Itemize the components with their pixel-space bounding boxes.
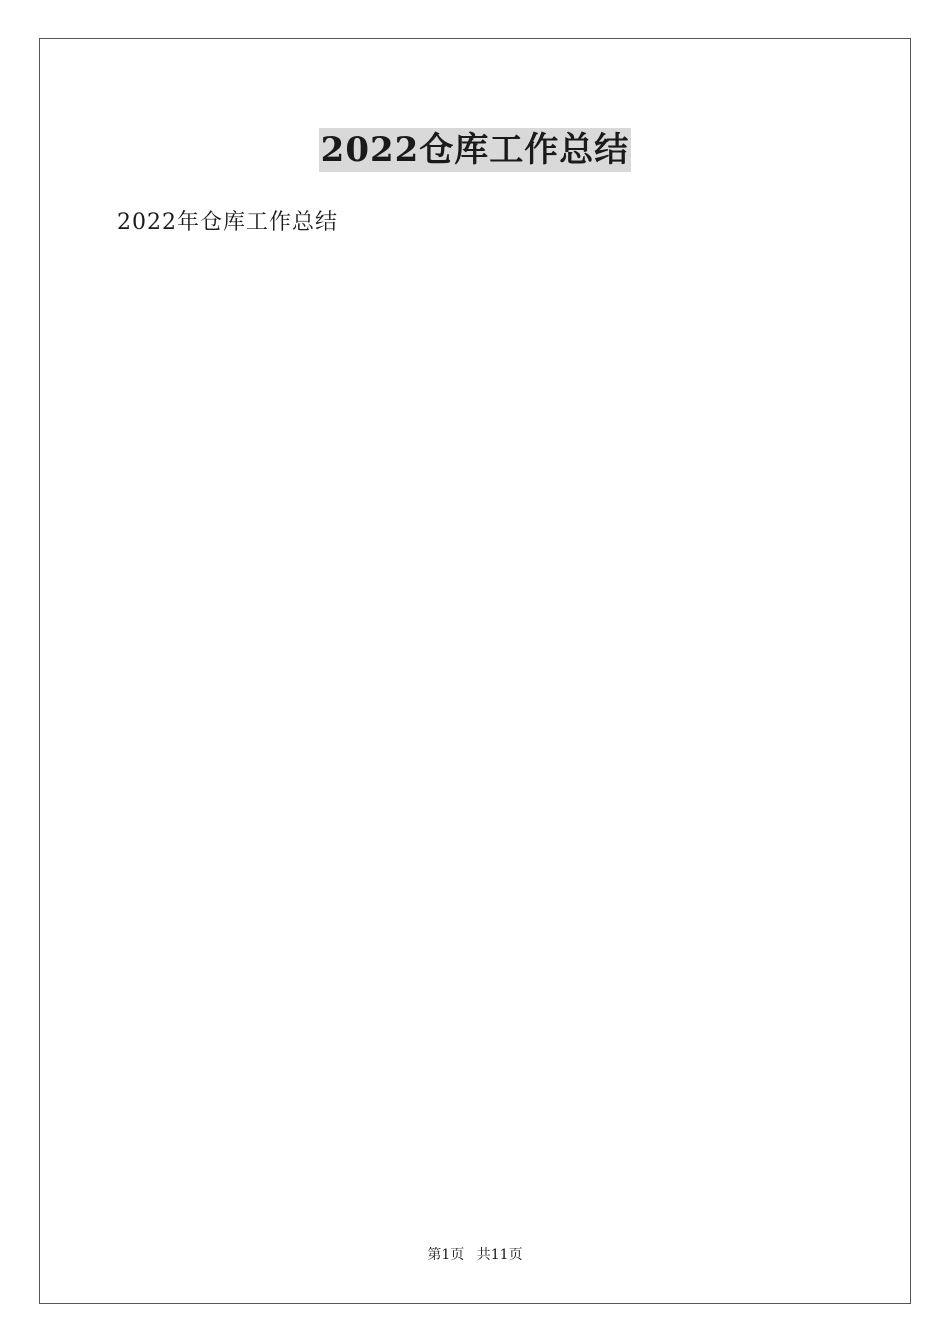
page-number: 第1页	[427, 1247, 465, 1263]
document-title: 2022仓库工作总结	[320, 130, 630, 170]
document-subtitle: 2022年仓库工作总结	[117, 210, 338, 235]
title-container	[0, 128, 950, 172]
page-footer	[0, 1245, 950, 1265]
total-pages: 共11页	[476, 1247, 523, 1263]
